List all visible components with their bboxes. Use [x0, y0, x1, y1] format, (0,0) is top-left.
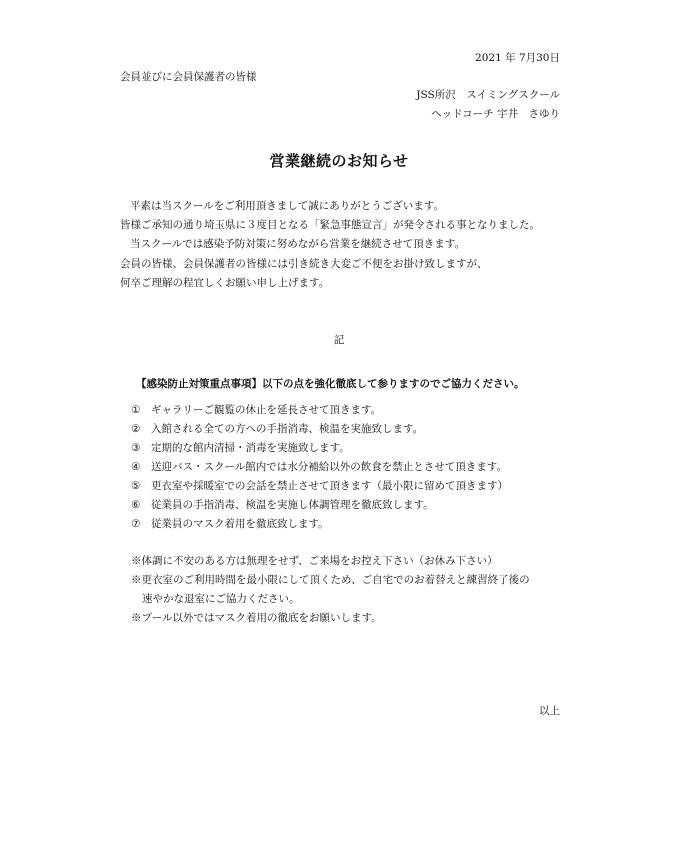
list-text: 送迎バス・スクール館内では水分補給以外の飲食を禁止とさせて頂きます。	[151, 461, 507, 473]
list-text: 定期的な館内清掃・消毒を実施致します。	[151, 442, 350, 454]
addressee: 会員並びに会員保護者の皆様	[120, 71, 257, 83]
list-number: ⑤	[131, 480, 141, 492]
body-paragraph: 皆様ご承知の通り埼玉県に３度目となる「緊急事態宣言」が発令される事となりました。	[120, 219, 540, 231]
list-text: 入館される全ての方への手指消毒、検温を実施致します。	[151, 423, 424, 435]
sender-organization: JSS所沢 スイミングスクール	[416, 89, 560, 101]
emphasis-heading: 【感染防止対策重点事項】以下の点を強化徹底して参りますのでご協力ください。	[136, 378, 525, 390]
closing-mark: 以上	[539, 705, 560, 717]
note-continuation: 速やかな退室にご協力ください。	[142, 593, 300, 605]
list-text: 従業員の手指消毒、検温を実施し体調管理を徹底致します。	[151, 499, 434, 511]
document-title: 営業継続のお知らせ	[269, 152, 409, 170]
list-item	[131, 402, 381, 417]
list-item	[131, 459, 507, 474]
body-paragraph: 平素は当スクールをご利用頂きまして誠にありがとうございます。	[130, 200, 444, 212]
list-number: ⑥	[131, 499, 141, 511]
list-text: 更衣室や採暖室での会話を禁止させて頂きます（最小限に留めて頂きます）	[151, 480, 508, 492]
list-number: ①	[131, 404, 141, 416]
list-item	[131, 478, 508, 493]
note: ※プール以外ではマスク着用の徹底をお願いします。	[131, 612, 382, 624]
note: ※更衣室のご利用時間を最小限にして頂くため、ご自宅でのお着替えと練習終了後の	[131, 574, 530, 586]
body-paragraph: 当スクールでは感染予防対策に努めながら営業を継続させて頂きます。	[130, 238, 465, 250]
list-item	[131, 497, 434, 512]
list-text: 従業員のマスク着用を徹底致します。	[151, 518, 329, 530]
list-text: ギャラリーご観覧の休止を延長させて頂きます。	[151, 404, 382, 416]
list-item	[131, 421, 423, 436]
list-item	[131, 440, 350, 455]
list-number: ⑦	[131, 518, 141, 530]
list-number: ②	[131, 423, 141, 435]
sender-person: ヘッドコーチ 宇井 さゆり	[431, 108, 560, 120]
body-paragraph: 何卒ご理解の程宜しくお願い申し上げます。	[120, 277, 330, 289]
list-item	[131, 516, 329, 531]
note: ※体調に不安のある方は無理をせず、ご来場をお控え下さい（お休み下さい）	[131, 555, 498, 567]
body-paragraph: 会員の皆様、会員保護者の皆様には引き続き大変ご不便をお掛け致しますが、	[120, 258, 488, 270]
list-number: ③	[131, 442, 141, 454]
list-number: ④	[131, 461, 141, 473]
document-date: 2021 年 7月30日	[475, 52, 560, 64]
ki-marker: 記	[333, 334, 345, 346]
